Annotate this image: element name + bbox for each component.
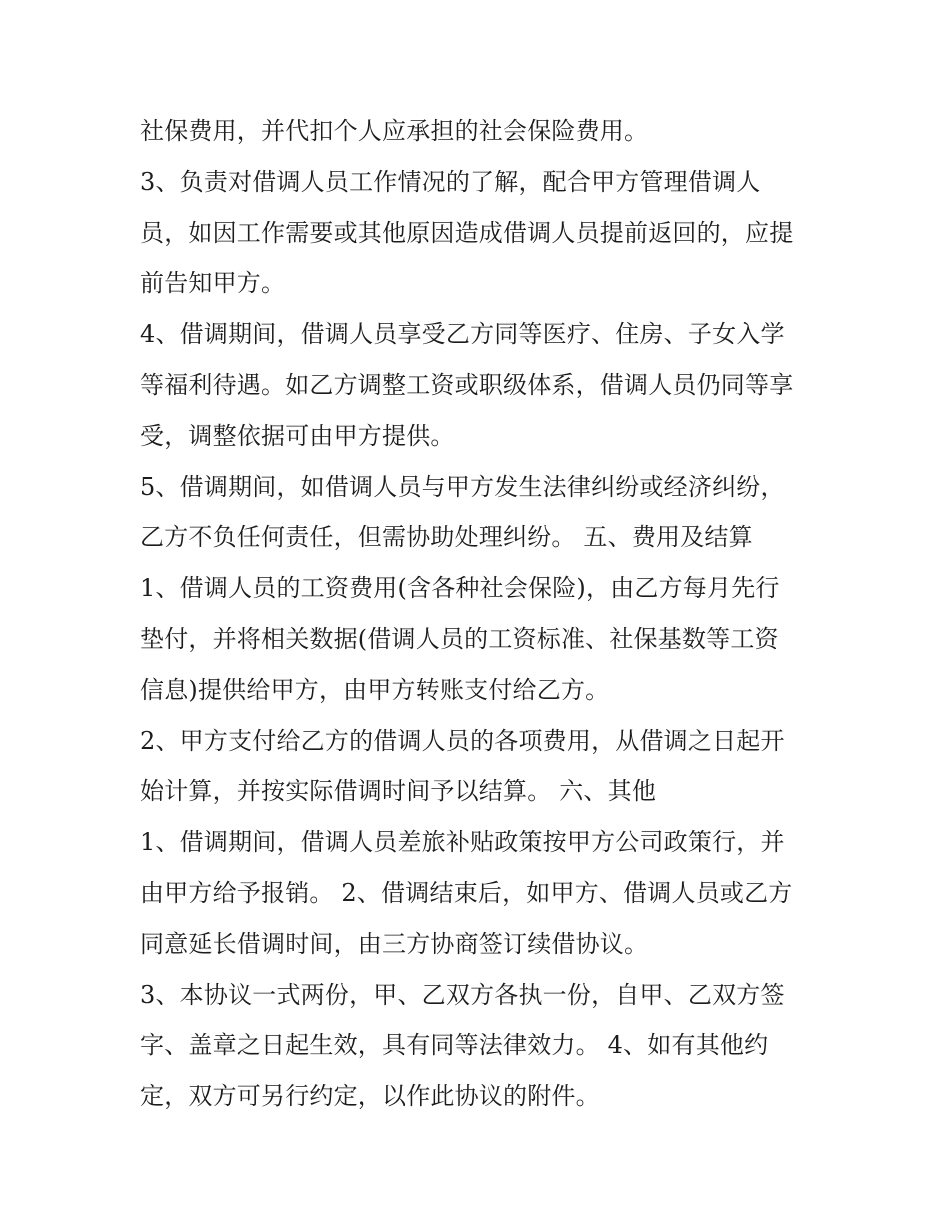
text-line: 1、借调期间，借调人员差旅补贴政策按甲方公司政策行，并 — [140, 828, 785, 857]
text-line: 乙方不负任何责任，但需协助处理纠纷。 五、费用及结算 — [140, 523, 753, 552]
text-line: 2、甲方支付给乙方的借调人员的各项费用，从借调之日起开 — [140, 726, 785, 755]
text-line: 等福利待遇。如乙方调整工资或职级体系，借调人员仍同等享 — [140, 370, 794, 399]
text-line: 5、借调期间，如借调人员与甲方发生法律纠纷或经济纠纷， — [140, 472, 785, 501]
text-line: 社保费用，并代扣个人应承担的社会保险费用。 — [140, 117, 649, 145]
document-body — [140, 106, 830, 1122]
text-line: 字、盖章之日起生效，具有同等法律效力。 4、如有其他约 — [140, 1031, 769, 1060]
text-line: 由甲方给予报销。 2、借调结束后，如甲方、借调人员或乙方 — [140, 878, 793, 907]
text-line: 1、借调人员的工资费用(含各种社会保险)，由乙方每月先行 — [140, 574, 780, 603]
text-line: 员，如因工作需要或其他原因造成借调人员提前返回的，应提 — [140, 218, 794, 247]
text-line: 始计算，并按实际借调时间予以结算。 六、其他 — [140, 777, 657, 806]
text-line: 同意延长借调时间，由三方协商签订续借协议。 — [140, 929, 649, 958]
text-line: 定，双方可另行约定，以作此协议的附件。 — [140, 1082, 600, 1111]
text-line: 3、负责对借调人员工作情况的了解，配合甲方管理借调人 — [140, 167, 761, 196]
text-line: 信息)提供给甲方，由甲方转账支付给乙方。 — [140, 675, 610, 704]
text-line: 受，调整依据可由甲方提供。 — [140, 421, 455, 450]
text-line: 垫付，并将相关数据(借调人员的工资标准、社保基数等工资 — [140, 624, 779, 653]
text-line: 4、借调期间，借调人员享受乙方同等医疗、住房、子女入学 — [140, 320, 785, 349]
text-line: 前告知甲方。 — [140, 269, 286, 298]
text-line: 3、本协议一式两份，甲、乙双方各执一份，自甲、乙双方签 — [140, 980, 785, 1009]
